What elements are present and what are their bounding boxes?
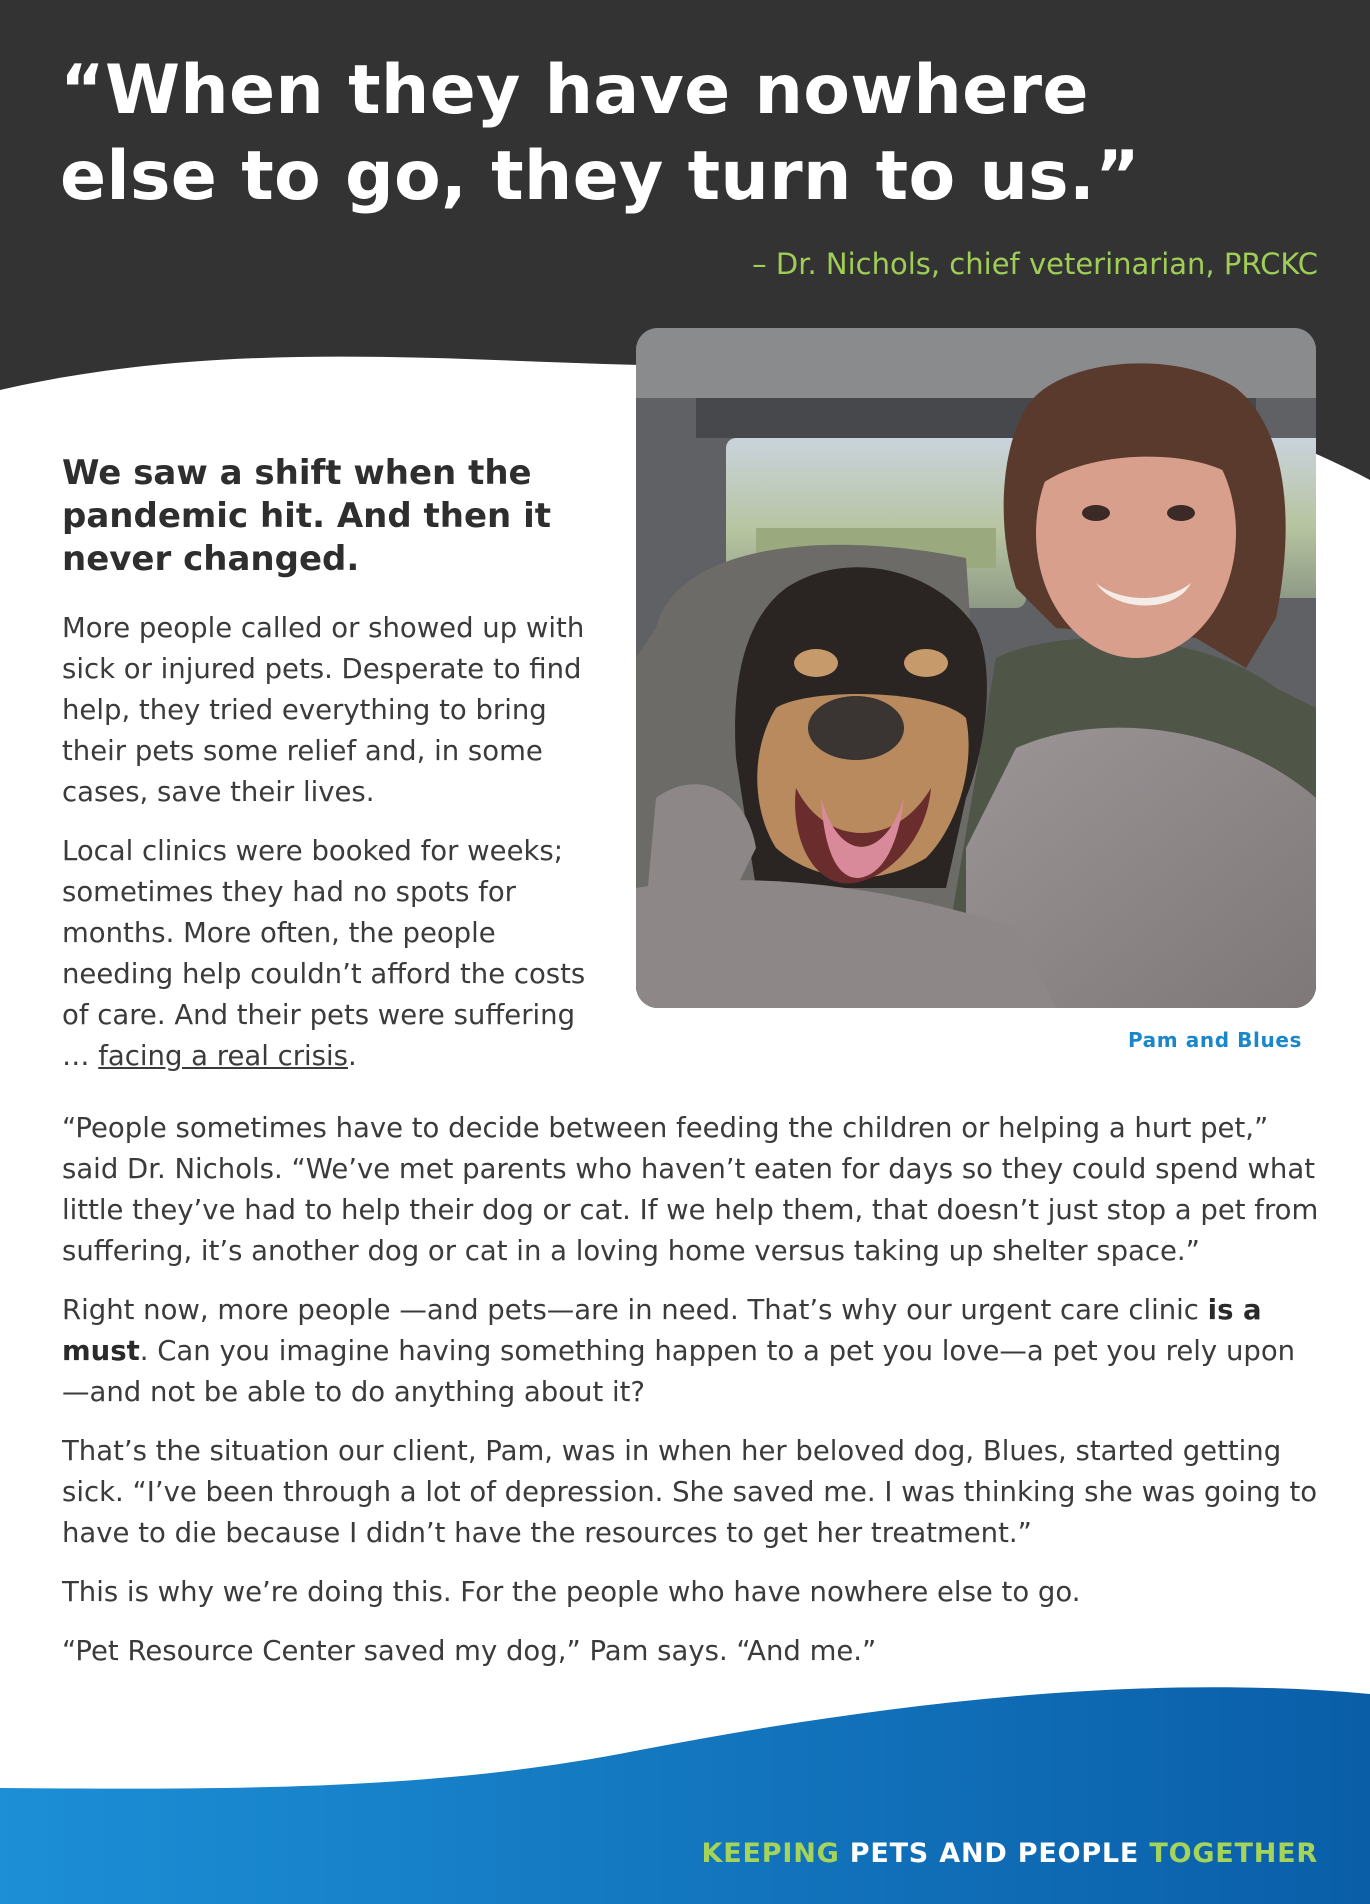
- pull-quote-line-1: “When they have nowhere: [60, 51, 1089, 130]
- story-paragraph-2-emphasis: is a must: [62, 1294, 1262, 1367]
- crisis-link[interactable]: facing a real crisis: [98, 1040, 348, 1072]
- tagline-keeping: KEEPING: [701, 1838, 850, 1869]
- story-paragraph-5: “Pet Resource Center saved my dog,” Pam says. “And me.”: [62, 1635, 877, 1667]
- photo-pam-and-blues: [636, 328, 1316, 1008]
- story-body: [62, 1108, 1322, 1690]
- intro-paragraph-2-end: .: [347, 1040, 357, 1072]
- story-paragraph-1: “People sometimes have to decide between feeding the children or helping a hurt pet,” said Dr. Nichols. “We’ve met parents who haven’t eaten for days so they could spend what little they’ve had to help their dog or cat. If we help them, that doesn’t just stop a pet from suffering, it’s another dog or cat in a loving home versus taking up shelter space.”: [62, 1112, 1319, 1267]
- intro-paragraph-1: More people called or showed up with sick or injured pets. Desperate to find help, they tried everything to bring their pets some relief and, in some cases, save their lives.: [62, 612, 585, 808]
- story-paragraph-4: This is why we’re doing this. For the people who have nowhere else to go.: [62, 1576, 1081, 1608]
- intro-paragraph-2-start: Local clinics were booked for weeks; sometimes they had no spots for months. More often, the people needing help couldn’t afford the costs of care. And their pets were suffering …: [62, 835, 586, 1072]
- story-paragraph-2-end: . Can you imagine having something happen to a pet you love—a pet you rely upon—and not be able to do anything about it?: [62, 1335, 1296, 1408]
- footer-wave-band: [0, 1680, 1370, 1904]
- story-paragraph-2: [62, 1290, 1322, 1413]
- intro-text-column: [62, 608, 602, 1095]
- story-paragraph-2-start: Right now, more people —and pets—are in need. That’s why our urgent care clinic: [62, 1294, 1208, 1326]
- intro-paragraph-2: [62, 831, 602, 1077]
- pull-quote-line-2: else to go, they turn to us.”: [60, 137, 1141, 216]
- quote-attribution: – Dr. Nichols, chief veterinarian, PRCKC: [752, 247, 1318, 281]
- photo-illustration: [636, 328, 1316, 1008]
- photo-caption: Pam and Blues: [1127, 1028, 1302, 1052]
- pull-quote: [60, 48, 1160, 220]
- story-paragraph-3: That’s the situation our client, Pam, was in when her beloved dog, Blues, started getting sick. “I’ve been through a lot of depression. She saved me. I was thinking she was going to have to die because I didn’t have the resources to get her treatment.”: [62, 1435, 1318, 1549]
- tagline-pets-and-people: PETS AND PEOPLE: [849, 1838, 1150, 1869]
- section-subhead: We saw a shift when the pandemic hit. And then it never changed.: [62, 453, 551, 579]
- tagline-together: TOGETHER: [1149, 1838, 1318, 1869]
- footer-tagline: [702, 1838, 1318, 1869]
